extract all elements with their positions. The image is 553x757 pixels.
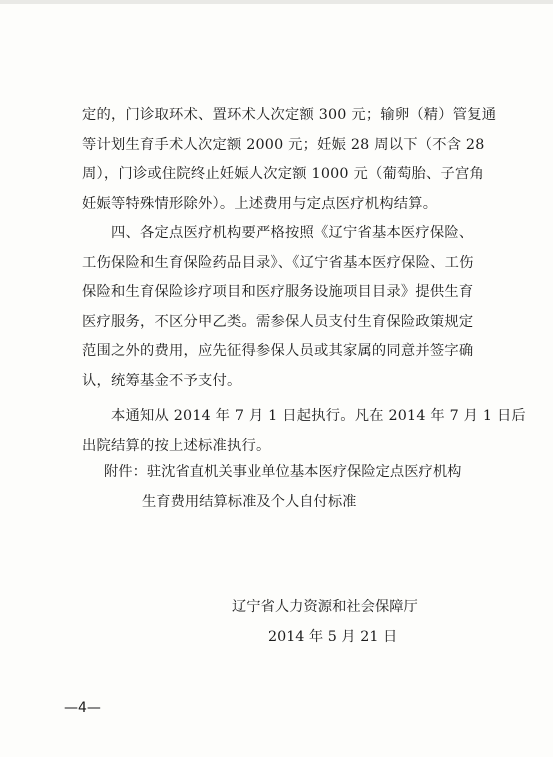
body-text bbox=[82, 101, 526, 461]
issue-date: 2014 年 5 月 21 日 bbox=[268, 629, 398, 645]
paragraph-line: 周），门诊或住院终止妊娠人次定额 1000 元（葡萄胎、子宫角 bbox=[82, 166, 484, 182]
paragraph-line: 工伤保险和生育保险药品目录》、《辽宁省基本医疗保险、工伤 bbox=[82, 254, 474, 271]
paragraph-line: 医疗服务，不区分甲乙类。需参保人员支付生育保险政策规定 bbox=[82, 313, 474, 330]
paragraph-line: 本通知从 2014 年 7 月 1 日起执行。凡在 2014 年 7 月 1 日后 bbox=[111, 408, 526, 424]
paragraph-line: 等计划生育手术人次定额 2000 元；妊娠 28 周以下（不含 28 bbox=[82, 136, 485, 153]
paragraph-line: 保险和生育保险诊疗项目和医疗服务设施项目目录》提供生育 bbox=[82, 284, 474, 300]
paragraph-line: 四、各定点医疗机构要严格按照《辽宁省基本医疗保险、 bbox=[111, 225, 474, 241]
attachment-line-1: 附件：驻沈省直机关事业单位基本医疗保险定点医疗机构 bbox=[104, 464, 462, 480]
attachment-note bbox=[104, 457, 461, 517]
issuer-name: 辽宁省人力资源和社会保障厅 bbox=[232, 599, 418, 615]
signature-block bbox=[232, 592, 418, 652]
scan-edge bbox=[0, 0, 553, 4]
paragraph-line: 定的，门诊取环术、置环术人次定额 300 元；输卵（精）管复通 bbox=[82, 107, 497, 123]
paragraph-line: 认，统筹基金不予支付。 bbox=[82, 372, 242, 389]
paragraph-line: 妊娠等特殊情形除外）。上述费用与定点医疗机构结算。 bbox=[82, 195, 438, 212]
attachment-line-2: 生育费用结算标准及个人自付标准 bbox=[142, 494, 357, 510]
paragraph-line: 出院结算的按上述标准执行。 bbox=[82, 437, 271, 454]
paragraph-line: 范围之外的费用，应先征得参保人员或其家属的同意并签字确 bbox=[82, 343, 474, 359]
page-number: —4— bbox=[64, 700, 101, 716]
